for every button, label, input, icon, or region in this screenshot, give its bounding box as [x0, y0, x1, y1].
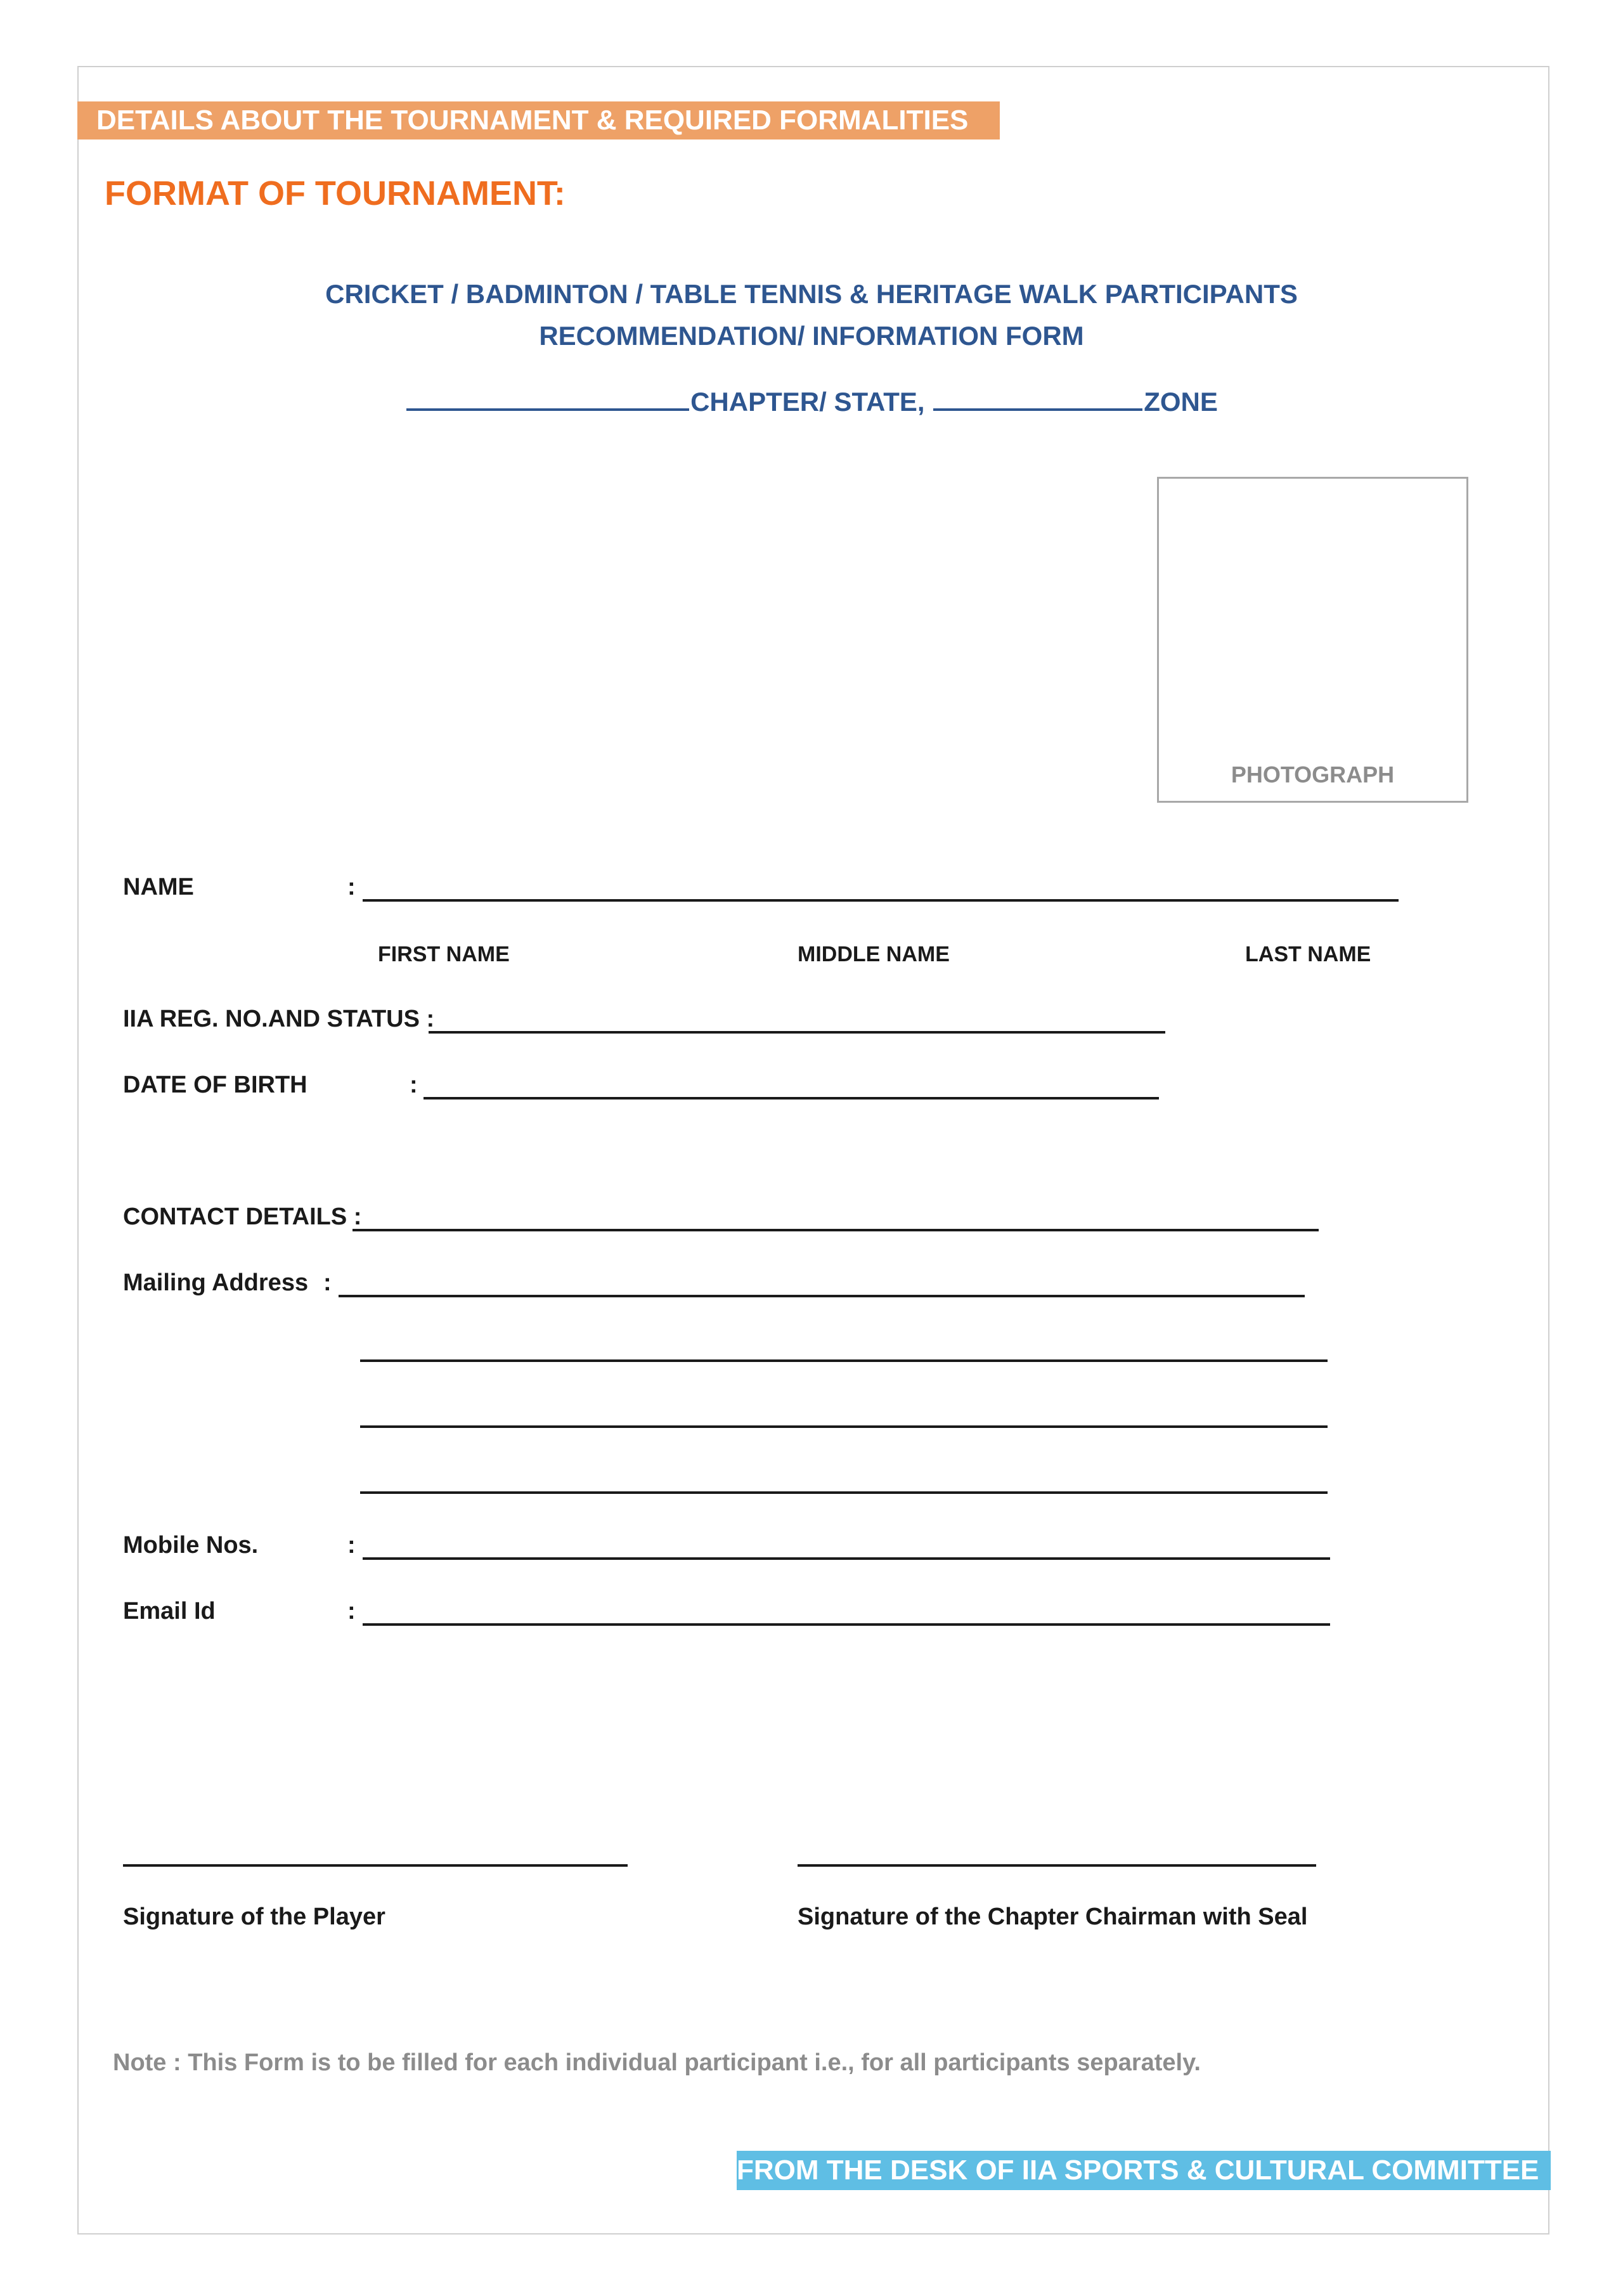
mailing-address-field-2[interactable]	[360, 1359, 1328, 1362]
name-colon: :	[347, 874, 356, 900]
email-label: Email Id	[123, 1598, 216, 1625]
name-field[interactable]	[363, 899, 1399, 902]
section-header-title: DETAILS ABOUT THE TOURNAMENT & REQUIRED FORMALITIES	[96, 105, 969, 136]
photograph-label: PHOTOGRAPH	[1231, 762, 1395, 788]
middle-name-label: MIDDLE NAME	[798, 942, 950, 966]
note-text: Note : This Form is to be filled for each individual participant i.e., for all participants separately.	[113, 2049, 1201, 2076]
zone-label: ZONE	[1144, 387, 1218, 417]
name-label: NAME	[123, 874, 194, 900]
section-header-bar	[77, 101, 1000, 139]
mailing-address-field-4[interactable]	[360, 1491, 1328, 1494]
mailing-address-label: Mailing Address	[123, 1269, 309, 1296]
mailing-address-field-3[interactable]	[360, 1425, 1328, 1428]
email-colon: :	[347, 1598, 356, 1625]
footer-bar	[737, 2151, 1551, 2190]
zone-blank[interactable]	[933, 408, 1142, 411]
footer-label: FROM THE DESK OF IIA SPORTS & CULTURAL COMMITTEE	[737, 2155, 1539, 2186]
contact-details-field[interactable]	[352, 1229, 1319, 1231]
last-name-label: LAST NAME	[1245, 942, 1371, 966]
email-field[interactable]	[363, 1623, 1330, 1626]
format-title: FORMAT OF TOURNAMENT:	[105, 174, 566, 212]
mobile-colon: :	[347, 1532, 356, 1559]
dob-colon: :	[410, 1072, 418, 1098]
chapter-zone-line	[0, 387, 1623, 417]
chairman-signature-label: Signature of the Chapter Chairman with Seal	[798, 1904, 1308, 1930]
photograph-box[interactable]	[1157, 477, 1468, 803]
iia-reg-field[interactable]	[429, 1031, 1165, 1034]
contact-details-label: CONTACT DETAILS :	[123, 1203, 362, 1230]
mailing-address-field-1[interactable]	[339, 1295, 1305, 1297]
mobile-label: Mobile Nos.	[123, 1532, 259, 1559]
player-signature-line[interactable]	[123, 1864, 628, 1867]
first-name-label: FIRST NAME	[378, 942, 510, 966]
form-title-line2: RECOMMENDATION/ INFORMATION FORM	[539, 321, 1084, 351]
iia-reg-label: IIA REG. NO.AND STATUS :	[123, 1006, 435, 1032]
form-title-line1: CRICKET / BADMINTON / TABLE TENNIS & HERITAGE WALK PARTICIPANTS	[325, 279, 1298, 309]
mailing-colon: :	[323, 1269, 332, 1296]
dob-field[interactable]	[424, 1097, 1159, 1099]
chapter-label: CHAPTER/ STATE,	[690, 387, 925, 417]
chapter-blank[interactable]	[406, 408, 689, 411]
chairman-signature-line[interactable]	[798, 1864, 1316, 1867]
player-signature-label: Signature of the Player	[123, 1904, 385, 1930]
mobile-field[interactable]	[363, 1557, 1330, 1560]
dob-label: DATE OF BIRTH	[123, 1072, 307, 1098]
